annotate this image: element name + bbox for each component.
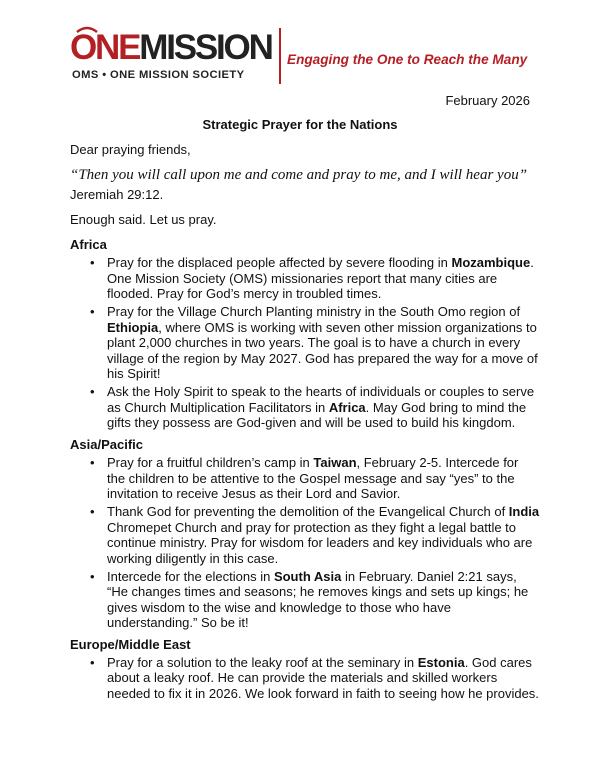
prayer-text: , February 2-5. Intercede for the children to be attentive to the Gospel message and say “yes” to the invitation to receive Jesus as their Lord and Savior. xyxy=(107,455,519,501)
place-name: India xyxy=(508,504,540,520)
bullet-icon: • xyxy=(90,504,95,520)
prayer-item xyxy=(90,455,540,501)
prayer-list xyxy=(70,655,540,701)
prayer-text: Intercede for the elections in xyxy=(107,568,274,584)
region-heading: Asia/Pacific xyxy=(70,436,143,452)
place-name: Ethiopia xyxy=(107,319,159,335)
letter-date: February 2026 xyxy=(445,93,530,108)
region-heading: Africa xyxy=(70,236,107,252)
prayer-item xyxy=(90,255,540,302)
bullet-icon: • xyxy=(90,384,95,400)
prayer-item xyxy=(90,304,540,382)
onemission-logo xyxy=(70,27,275,83)
tagline: Engaging the One to Reach the Many xyxy=(287,52,528,67)
logo-wordmark xyxy=(70,29,272,67)
prayer-text: Chromepet Church and pray for protection as they fight a legal battle to continue ministry. Pray for wisdom for leaders and key individuals who are working diligently in this case. xyxy=(107,519,533,566)
place-name: South Asia xyxy=(273,568,342,584)
prayer-list xyxy=(70,455,540,630)
prayer-sections xyxy=(70,237,540,701)
bullet-icon: • xyxy=(90,654,95,670)
prayer-text: Pray for a fruitful children’s camp in xyxy=(107,455,314,471)
prayer-text: Ask the Holy Spirit to speak to the hearts of individuals or couples to serve as Church Multiplication Facilitators in xyxy=(107,384,535,415)
place-name: Taiwan xyxy=(313,455,357,471)
prayer-text: , where OMS is working with seven other mission organizations to plant 2,000 churches in two years. The goal is to have a church in every village of the region by May 2027. God has prepared the way for a move of his Spirit! xyxy=(107,319,538,382)
logo-subtitle: OMS • ONE MISSION SOCIETY xyxy=(72,69,245,81)
header-divider xyxy=(279,28,281,84)
page-title: Strategic Prayer for the Nations xyxy=(202,117,398,132)
prayer-text: in February. Daniel 2:21 says, “He changes times and seasons; he removes kings and sets up kings; he gives wisdom to the wise and knowledge to those who have understanding.” So be it! xyxy=(107,568,529,631)
prayer-item xyxy=(90,654,540,701)
place-name: Africa xyxy=(328,399,366,415)
prayer-list xyxy=(70,255,540,430)
prayer-text: Pray for the displaced people affected by severe flooding in xyxy=(107,255,452,271)
quote-reference: Jeremiah 29:12. xyxy=(70,187,164,203)
salutation: Dear praying friends, xyxy=(70,142,191,157)
region-heading: Europe/Middle East xyxy=(70,636,191,652)
bullet-icon: • xyxy=(90,568,95,584)
prayer-text: Pray for a solution to the leaky roof at the seminary in xyxy=(107,654,418,670)
bullet-icon: • xyxy=(90,455,95,471)
place-name: Estonia xyxy=(417,654,465,670)
prayer-text: . One Mission Society (OMS) missionaries report that many cities are flooded. Pray for God’s mercy in troubled times. xyxy=(107,255,534,302)
prayer-text: . May God bring to mind the gifts they possess are God-given and will be used to build his kingdom. xyxy=(107,399,527,431)
prayer-item xyxy=(90,568,540,631)
prayer-text: Thank God for preventing the demolition of the Evangelical Church of xyxy=(107,504,509,520)
logo-mission: MISSION xyxy=(139,28,272,67)
logo-one: ONE xyxy=(70,28,140,67)
scripture-quote xyxy=(70,165,540,204)
prayer-item xyxy=(90,504,540,566)
bullet-icon: • xyxy=(90,304,95,320)
place-name: Mozambique xyxy=(451,255,531,271)
letter-body xyxy=(70,142,540,707)
prayer-item xyxy=(90,384,540,431)
intro-text: Enough said. Let us pray. xyxy=(70,212,217,228)
prayer-text: Pray for the Village Church Planting ministry in the South Omo region of xyxy=(107,304,521,320)
prayer-text: . God cares about a leaky roof. He can provide the materials and skilled workers needed to fix it in 2026. We look forward in faith to seeing how he provides. xyxy=(107,654,539,701)
bullet-icon: • xyxy=(90,255,95,271)
quote-text: “Then you will call upon me and come and pray to me, and I will hear you” xyxy=(70,167,528,184)
